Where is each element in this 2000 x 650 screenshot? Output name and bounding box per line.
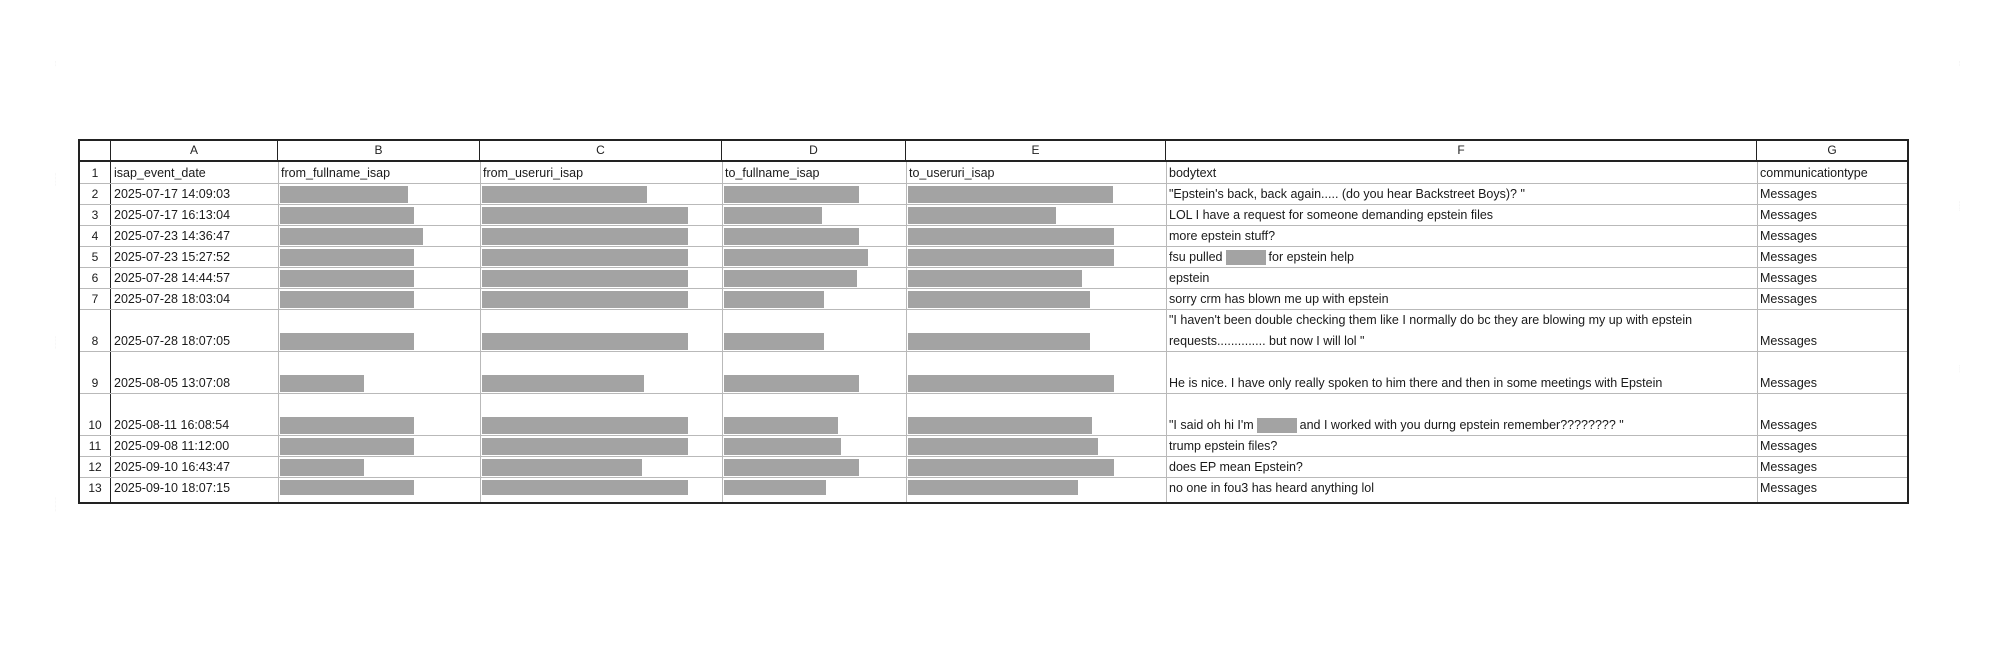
- type-cell: Messages: [1760, 208, 1817, 222]
- column-letter-b: B: [278, 141, 480, 160]
- type-cell: Messages: [1760, 481, 1817, 495]
- bodytext-cell: [1166, 415, 1757, 435]
- column-header-row: [80, 141, 1907, 162]
- date-cell: 2025-07-28 18:03:04: [114, 292, 231, 306]
- redaction-bar: [908, 459, 1114, 476]
- redaction-bar: [482, 270, 688, 287]
- bodytext-fragment: fsu pulled: [1169, 250, 1223, 264]
- redaction-bar: [482, 438, 688, 455]
- header-cell: isap_event_date: [114, 166, 206, 180]
- row-number: 4: [91, 229, 99, 243]
- header-cell: to_useruri_isap: [909, 166, 995, 180]
- column-letter-a: A: [111, 141, 278, 160]
- type-cell: Messages: [1760, 460, 1817, 474]
- type-cell: Messages: [1760, 271, 1817, 285]
- row-number: 12: [88, 460, 102, 474]
- row-number: 1: [91, 166, 99, 180]
- redaction-bar: [724, 291, 824, 308]
- redaction-bar: [724, 249, 868, 266]
- redaction-bar: [482, 249, 688, 266]
- redaction-bar: [908, 291, 1090, 308]
- type-cell: Messages: [1760, 292, 1817, 306]
- redaction-bar: [280, 186, 408, 203]
- redaction-bar: [280, 480, 414, 495]
- redaction-bar: [908, 333, 1090, 350]
- redaction-bar: [280, 333, 414, 350]
- type-cell: Messages: [1760, 229, 1817, 243]
- redaction-bar: [724, 270, 857, 287]
- redaction-bar: [482, 417, 688, 434]
- redaction-bar: [724, 438, 841, 455]
- redaction-bar: [724, 207, 822, 224]
- bodytext-cell: [1166, 247, 1757, 267]
- redaction-bar: [908, 438, 1098, 455]
- row-number: 13: [88, 481, 102, 495]
- date-cell: 2025-08-11 16:08:54: [114, 418, 230, 432]
- redaction-bar: [482, 228, 688, 245]
- type-cell: Messages: [1760, 250, 1817, 264]
- redaction-bar: [724, 375, 859, 392]
- column-letter-g: G: [1827, 143, 1837, 157]
- header-cell: bodytext: [1169, 166, 1217, 180]
- redaction-bar: [724, 459, 859, 476]
- redaction-bar: [724, 480, 826, 495]
- header-cell: to_fullname_isap: [725, 166, 820, 180]
- redaction-bar: [724, 186, 859, 203]
- redaction-bar: [482, 459, 642, 476]
- redaction-bar: [908, 270, 1082, 287]
- redaction-bar: [280, 438, 414, 455]
- redaction-bar: [482, 480, 688, 495]
- redaction-bar: [724, 417, 838, 434]
- redaction-bar: [908, 186, 1113, 203]
- bodytext-cell: LOL I have a request for someone demanding epstein files: [1169, 208, 1494, 222]
- row-number: 10: [88, 418, 102, 432]
- redaction-bar: [908, 249, 1114, 266]
- bodytext-fragment: "I said oh hi I'm: [1169, 418, 1254, 432]
- corner-cell: [80, 141, 111, 160]
- redaction-bar: [908, 417, 1092, 434]
- redaction-bar: [724, 228, 859, 245]
- bodytext-cell: does EP mean Epstein?: [1169, 460, 1303, 474]
- grid-line: [278, 162, 279, 502]
- redaction-bar: [482, 291, 688, 308]
- column-letter-f: F: [1166, 141, 1757, 160]
- redaction-bar: [908, 480, 1078, 495]
- bodytext-cell: "I haven't been double checking them like I normally do bc they are blowing my up with epstein requests.............. but now I will lol ": [1169, 313, 1693, 348]
- row-number: 6: [91, 271, 99, 285]
- row-number: 11: [88, 439, 102, 453]
- header-cell: from_useruri_isap: [483, 166, 584, 180]
- row-number: 3: [91, 208, 99, 222]
- redaction-bar: [908, 228, 1114, 245]
- column-letter-e: E: [906, 141, 1166, 160]
- type-cell: Messages: [1760, 418, 1817, 432]
- type-cell: Messages: [1760, 439, 1817, 453]
- date-cell: 2025-09-08 11:12:00: [114, 439, 230, 453]
- header-cell: communicationtype: [1760, 166, 1868, 180]
- redaction-bar: [482, 375, 644, 392]
- redaction-bar: [724, 333, 824, 350]
- bodytext-cell: sorry crm has blown me up with epstein: [1169, 292, 1389, 306]
- column-letter-d: D: [722, 141, 906, 160]
- redaction-bar: [280, 291, 414, 308]
- type-cell: Messages: [1760, 334, 1817, 348]
- date-cell: 2025-08-05 13:07:08: [114, 376, 231, 390]
- redaction-bar: [280, 459, 364, 476]
- grid-line: [722, 162, 723, 502]
- date-cell: 2025-07-28 18:07:05: [114, 334, 231, 348]
- bodytext-cell: no one in fou3 has heard anything lol: [1169, 481, 1375, 495]
- type-cell: Messages: [1760, 376, 1817, 390]
- redaction-bar: [280, 417, 414, 434]
- redaction-bar: [280, 228, 423, 245]
- bodytext-cell: "Epstein's back, back again..... (do you hear Backstreet Boys)? ": [1169, 187, 1525, 201]
- date-cell: 2025-07-23 14:36:47: [114, 229, 231, 243]
- redaction-bar: [482, 207, 688, 224]
- bodytext-cell: trump epstein files?: [1169, 439, 1278, 453]
- date-cell: 2025-07-23 15:27:52: [114, 250, 231, 264]
- date-cell: 2025-07-17 16:13:04: [114, 208, 231, 222]
- redaction-bar: [280, 249, 414, 266]
- grid-line: [480, 162, 481, 502]
- row-number: 9: [91, 376, 99, 390]
- date-cell: 2025-09-10 18:07:15: [114, 481, 231, 495]
- type-cell: Messages: [1760, 187, 1817, 201]
- redaction-bar: [280, 375, 364, 392]
- row-number: 2: [91, 187, 99, 201]
- redaction-bar: [1257, 418, 1297, 433]
- bodytext-cell: more epstein stuff?: [1169, 229, 1276, 243]
- column-letter-c: C: [480, 141, 722, 160]
- redaction-bar: [280, 270, 414, 287]
- redaction-bar: [1226, 250, 1266, 265]
- spreadsheet-table: [78, 139, 1909, 504]
- header-cell: from_fullname_isap: [281, 166, 391, 180]
- redaction-bar: [482, 186, 647, 203]
- row-number: 8: [91, 334, 99, 348]
- grid-line: [906, 162, 907, 502]
- redaction-bar: [280, 207, 414, 224]
- row-number: 5: [91, 250, 99, 264]
- bodytext-cell: He is nice. I have only really spoken to him there and then in some meetings with Epstein: [1169, 376, 1663, 390]
- row-number: 7: [91, 292, 99, 306]
- bodytext-cell: epstein: [1169, 271, 1210, 285]
- redaction-bar: [482, 333, 688, 350]
- date-cell: 2025-07-17 14:09:03: [114, 187, 231, 201]
- redaction-bar: [908, 207, 1056, 224]
- date-cell: 2025-09-10 16:43:47: [114, 460, 231, 474]
- grid-line: [80, 393, 1907, 394]
- date-cell: 2025-07-28 14:44:57: [114, 271, 231, 285]
- bodytext-fragment: for epstein help: [1268, 250, 1354, 264]
- bodytext-fragment: and I worked with you durng epstein remember???????? ": [1299, 418, 1624, 432]
- redaction-bar: [908, 375, 1114, 392]
